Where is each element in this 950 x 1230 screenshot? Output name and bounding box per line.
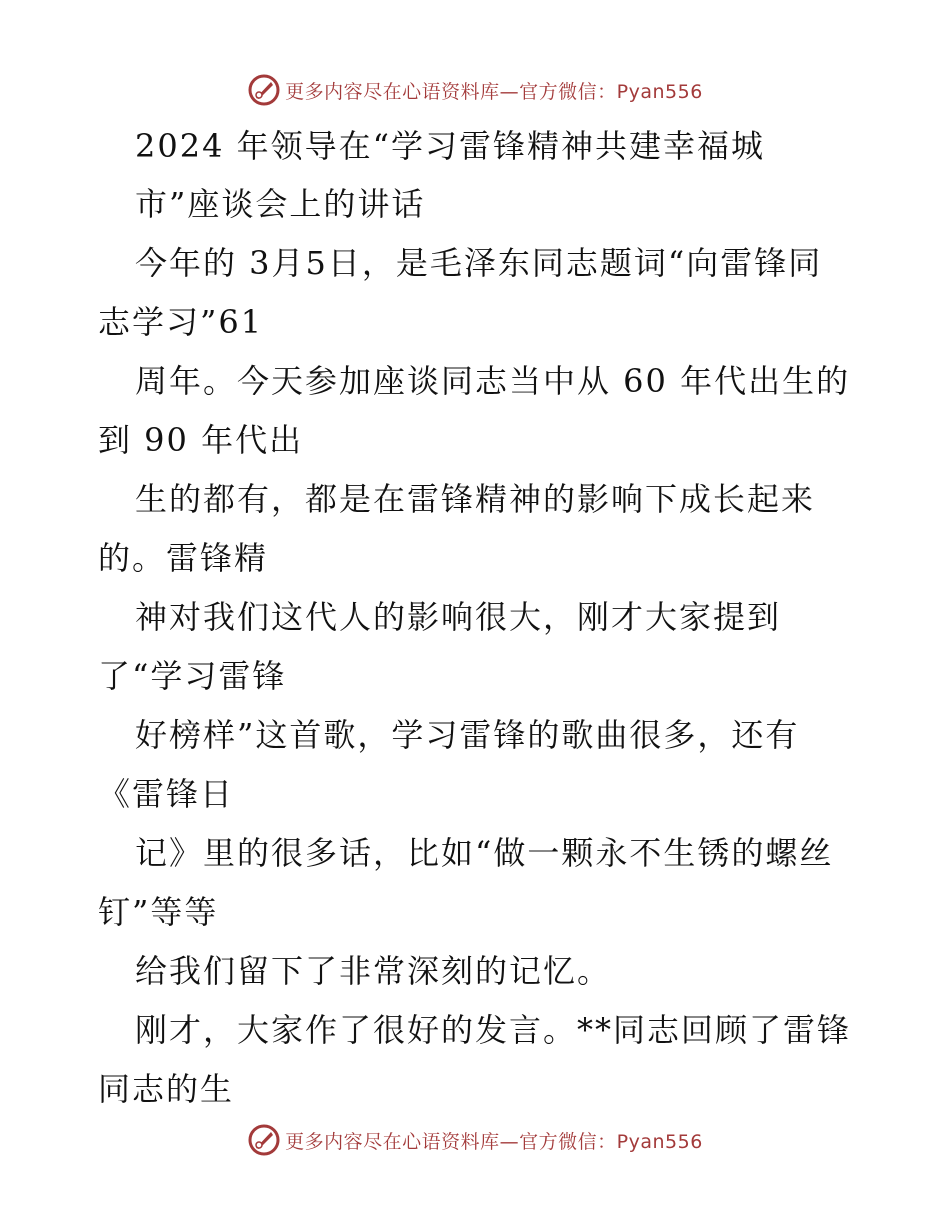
paragraph-line: 的。雷锋精: [98, 539, 269, 577]
footer-banner-text: 更多内容尽在心语资料库—官方微信：Pyan556: [285, 1130, 703, 1153]
header-banner-text: 更多内容尽在心语资料库—官方微信：Pyan556: [285, 80, 703, 103]
paragraph-line: 好榜样”这首歌，学习雷锋的歌曲很多，还有: [135, 716, 800, 754]
quill-seal-icon: [247, 1123, 281, 1157]
paragraph-line: 了“学习雷锋: [98, 657, 287, 695]
paragraph-line: 记》里的很多话，比如“做一颗永不生锈的螺丝: [135, 834, 834, 872]
paragraph-line: 同志的生: [98, 1070, 235, 1108]
paragraph-line: 志学习”61: [98, 303, 264, 341]
paragraph-line: 周年。今天参加座谈同志当中从 60 年代出生的: [135, 362, 851, 400]
title-line-1: 2024 年领导在“学习雷锋精神共建幸福城: [135, 127, 765, 165]
title-line-2: 市”座谈会上的讲话: [135, 185, 426, 223]
footer-banner: [0, 1120, 950, 1160]
paragraph-line: 神对我们这代人的影响很大，刚才大家提到: [135, 598, 782, 636]
paragraph-line: 给我们留下了非常深刻的记忆。: [135, 952, 612, 990]
paragraph-line: 到 90 年代出: [98, 421, 304, 459]
paragraph-line: 生的都有，都是在雷锋精神的影响下成长起来: [135, 480, 816, 518]
paragraph-line: 《雷锋日: [98, 775, 235, 813]
paragraph-line: 今年的 3月5日，是毛泽东同志题词“向雷锋同: [135, 244, 823, 282]
paragraph-line: 钉”等等: [98, 893, 219, 931]
paragraph-line: 刚才，大家作了很好的发言。**同志回顾了雷锋: [135, 1011, 852, 1049]
